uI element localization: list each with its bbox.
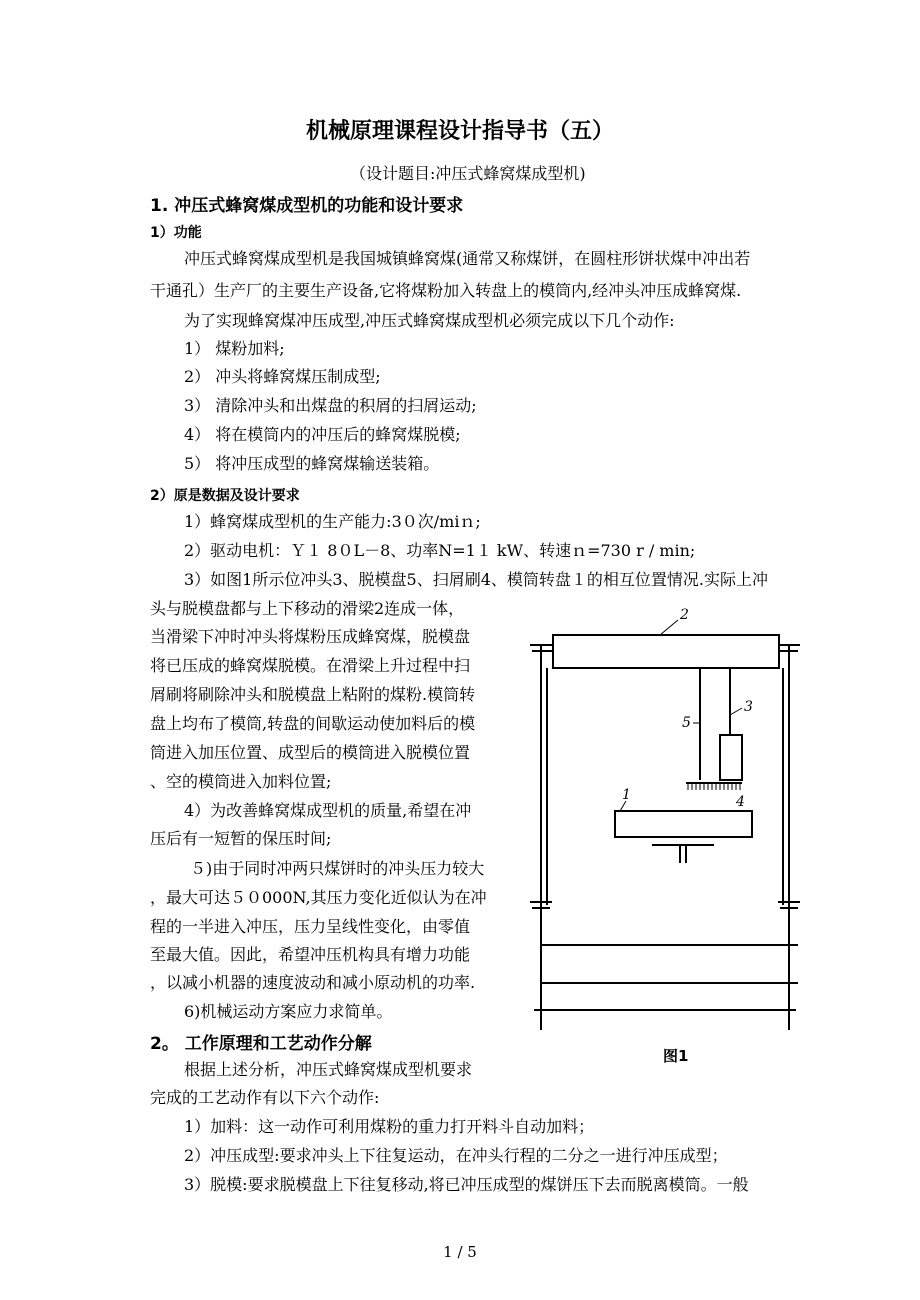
label-demold: 5 <box>682 715 691 731</box>
page-number: 1 / 5 <box>443 1243 477 1261</box>
process-step: 1）加料：这一动作可利用煤粉的重力打开料斗自动加料； <box>184 1117 595 1136</box>
sweep-brush <box>688 783 740 790</box>
section2-intro: 根据上述分析，冲压式蜂窝煤成型机要求 <box>184 1060 473 1079</box>
sub1-heading: 1）功能 <box>150 225 202 241</box>
sub2-heading: 2）原是数据及设计要求 <box>150 488 300 504</box>
action-item: 3） 清除冲头和出煤盘的积屑的扫屑运动; <box>184 396 477 415</box>
action-item: 4） 将在模筒内的冲压后的蜂窝煤脱模; <box>184 425 461 444</box>
figure-caption: 图1 <box>663 1047 689 1065</box>
para2: 为了实现蜂窝煤冲压成型,冲压式蜂窝煤成型机必须完成以下几个动作: <box>184 311 675 330</box>
req3-line: 筒进入加压位置、成型后的模筒进入脱模位置 <box>150 743 471 762</box>
requirement-6: 6)机械运动方案应力求简单。 <box>184 1002 393 1021</box>
req3-line: 屑刷将刷除冲头和脱模盘上粘附的煤粉.模筒转 <box>150 685 476 704</box>
req5-line: 至最大值。因此，希望冲压机构具有增力功能 <box>150 945 471 964</box>
process-step: 2）冲压成型:要求冲头上下往复运动，在冲头行程的二分之一进行冲压成型； <box>184 1146 728 1165</box>
req5-line: 程的一半进入冲压，压力呈线性变化，由零值 <box>150 917 471 936</box>
label-brush: 4 <box>736 794 745 810</box>
requirement-3: 3）如图1所示位冲头3、脱模盘5、扫屑刷4、模筒转盘１的相互位置情况.实际上冲 <box>184 570 768 589</box>
req3-line: 盘上均布了模筒,转盘的间歇运动使加料后的模 <box>150 714 476 733</box>
req3-line: 当滑梁下冲时冲头将煤粉压成蜂窝煤，脱模盘 <box>150 627 471 646</box>
requirement-2: 2）驱动电机：Ｙ１ 8０L－8、功率N=1１ kW、转速ｎ=730 r / min; <box>184 541 696 560</box>
mold-turntable <box>615 811 752 837</box>
document-title: 机械原理课程设计指导书（五） <box>305 119 614 144</box>
req3-line: 、空的模筒进入加料位置; <box>150 772 332 791</box>
section2-heading: 2。 工作原理和工艺动作分解 <box>150 1034 372 1054</box>
req5-line: ５)由于同时冲两只煤饼时的冲头压力较大 <box>190 859 485 878</box>
para1-line2: 干通孔）生产厂的主要生产设备,它将煤粉加入转盘上的模筒内,经冲头冲压成蜂窝煤. <box>150 281 742 300</box>
label-leader <box>660 620 678 635</box>
label-beam: 2 <box>680 607 689 623</box>
req3-line: 头与脱模盘都与上下移动的滑梁2连成一体， <box>150 599 465 618</box>
para1-line1: 冲压式蜂窝煤成型机是我国城镇蜂窝煤(通常又称煤饼，在圆柱形饼状煤中冲出若 <box>184 249 751 268</box>
req5-line: ，以减小机器的速度波动和减小原动机的功率. <box>150 973 476 992</box>
section1-heading: 1. 冲压式蜂窝煤成型机的功能和设计要求 <box>150 196 464 216</box>
action-item: 2） 冲头将蜂窝煤压制成型; <box>184 367 381 386</box>
process-step: 3）脱模:要求脱模盘上下往复移动,将已冲压成型的煤饼压下去而脱离模筒。一般 <box>184 1175 749 1194</box>
req4-line: 4）为改善蜂窝煤成型机的质量,希望在冲 <box>184 801 472 820</box>
slide-beam <box>553 635 779 668</box>
req5-line: ，最大可达５０000N,其压力变化近似认为在冲 <box>150 888 487 907</box>
section2-intro: 完成的工艺动作有以下六个动作: <box>150 1088 380 1107</box>
requirement-1: 1）蜂窝煤成型机的生产能力:3０次/miｎ; <box>184 512 481 531</box>
label-leader <box>730 708 742 715</box>
req4-line: 压后有一短暂的保压时间; <box>150 829 332 848</box>
action-item: 5） 将冲压成型的蜂窝煤输送装箱。 <box>184 454 440 473</box>
req3-line: 将已压成的蜂窝煤脱模。在滑梁上升过程中扫 <box>150 656 471 675</box>
action-item: 1） 煤粉加料; <box>184 339 285 358</box>
document-subtitle: （设计题目:冲压式蜂窝煤成型机) <box>350 164 586 183</box>
label-punch: 3 <box>744 699 753 715</box>
figure-1-diagram <box>520 605 810 1035</box>
label-turntable: 1 <box>622 787 631 803</box>
punch-head <box>720 735 742 780</box>
